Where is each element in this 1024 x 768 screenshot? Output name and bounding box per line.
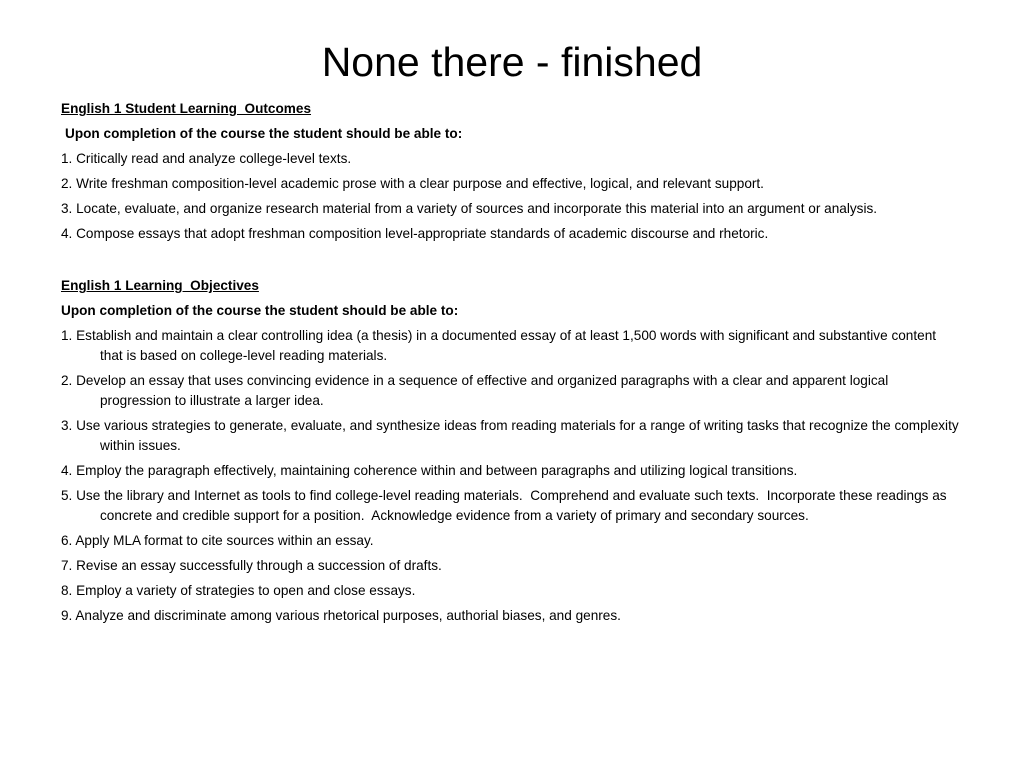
outcomes-heading: English 1 Student Learning Outcomes — [61, 101, 312, 116]
objective-item-4: 4. Employ the paragraph effectively, maintaining coherence within and between paragraphs and utilizing logical transitions. — [61, 463, 798, 478]
objective-item-2: 2. Develop an essay that uses convincing evidence in a sequence of effective and organized paragraphs with a clear and apparent logical progression to illustrate a larger idea. — [61, 373, 893, 408]
objectives-heading: English 1 Learning Objectives — [61, 278, 259, 293]
objective-item-7: 7. Revise an essay successfully through a succession of drafts. — [61, 558, 442, 573]
outcomes-intro: Upon completion of the course the student should be able to: — [65, 126, 463, 141]
outcome-item-4: 4. Compose essays that adopt freshman composition level-appropriate standards of academic discourse and rhetoric. — [61, 226, 769, 241]
objective-item-9: 9. Analyze and discriminate among various rhetorical purposes, authorial biases, and genres. — [61, 608, 621, 623]
objective-item-5: 5. Use the library and Internet as tools to find college-level reading materials. Comprehend and evaluate such texts. Incorporate these readings as concrete and credible support for a position. Acknowledge evidence from a variety of primary and secondary sources. — [61, 488, 951, 523]
outcomes-section — [61, 99, 961, 244]
slide-body — [61, 99, 961, 631]
slide-title: None there - finished — [321, 39, 703, 85]
objective-item-1: 1. Establish and maintain a clear controlling idea (a thesis) in a documented essay of at least 1,500 words with significant and substantive content that is based on college-level reading materials. — [61, 328, 940, 363]
outcome-item-2: 2. Write freshman composition-level academic prose with a clear purpose and effective, logical, and relevant support. — [61, 176, 764, 191]
objectives-intro: Upon completion of the course the student should be able to: — [61, 303, 459, 318]
section-divider — [61, 249, 961, 276]
outcome-item-1: 1. Critically read and analyze college-level texts. — [61, 151, 352, 166]
objective-item-3: 3. Use various strategies to generate, evaluate, and synthesize ideas from reading materials for a range of writing tasks that recognize the complexity within issues. — [61, 418, 963, 453]
objectives-section — [61, 276, 961, 626]
objective-item-6: 6. Apply MLA format to cite sources within an essay. — [61, 533, 374, 548]
outcome-item-3: 3. Locate, evaluate, and organize research material from a variety of sources and incorporate this material into an argument or analysis. — [61, 201, 878, 216]
objective-item-8: 8. Employ a variety of strategies to open and close essays. — [61, 583, 416, 598]
